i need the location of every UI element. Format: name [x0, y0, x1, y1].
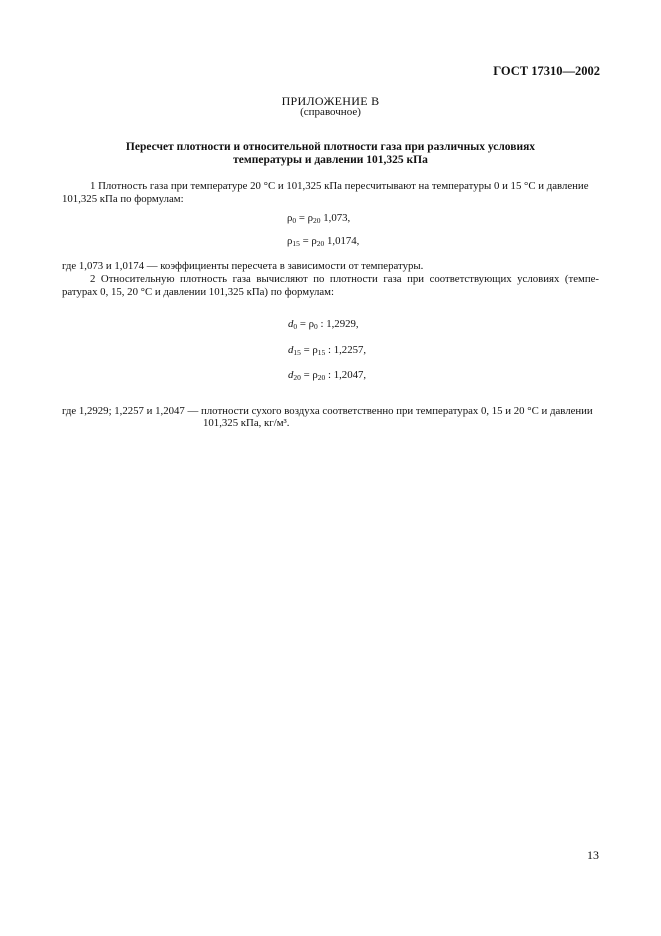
formula-d20: $d_{20} = \rho_{20}$ : 1,2047,	[288, 369, 367, 382]
paragraph-2-line-2: ратурах 0, 15, 20 °С и давлении 101,325 кПа) по формулам:	[62, 286, 335, 298]
formula-rho15: $\rho_{15} = \rho_{20}$ 1,0174,	[287, 235, 360, 248]
where-note-2-line-2: 101,325 кПа, кг/м³.	[203, 417, 290, 429]
formula-d0: $d_0 = \rho_0$ : 1,2929,	[288, 318, 359, 331]
where-note-2-line-1: где 1,2929; 1,2257 и 1,2047 — плотности сухого воздуха соответственно при температурах 0, 15 и 20 °С и давлении	[62, 405, 593, 417]
paragraph-1-line-2: 101,325 кПа по формулам:	[62, 193, 184, 205]
section-heading-line-1: Пересчет плотности и относительной плотности газа при различных условиях	[125, 141, 536, 153]
appendix-title: ПРИЛОЖЕНИЕ В	[281, 94, 380, 108]
standard-number: ГОСТ 17310—2002	[493, 64, 600, 78]
page-number: 13	[587, 848, 599, 862]
where-note-1: где 1,073 и 1,0174 — коэффициенты пересчета в зависимости от температуры.	[62, 260, 424, 272]
paragraph-2-line-1: 2 Относительную плотность газа вычисляют по плотности газа при соответствующих условиях (темпе-	[90, 273, 599, 285]
paragraph-1-line-1: 1 Плотность газа при температуре 20 °С и 101,325 кПа пересчитывают на температуры 0 и 15 °С и давление	[90, 180, 589, 192]
section-heading-line-2: температуры и давлении 101,325 кПа	[233, 154, 428, 166]
formula-d15: $d_{15} = \rho_{15}$ : 1,2257,	[288, 344, 367, 357]
formula-rho0: $\rho_0 = \rho_{20}$ 1,073,	[287, 212, 351, 225]
appendix-subtitle: (справочное)	[300, 106, 361, 118]
